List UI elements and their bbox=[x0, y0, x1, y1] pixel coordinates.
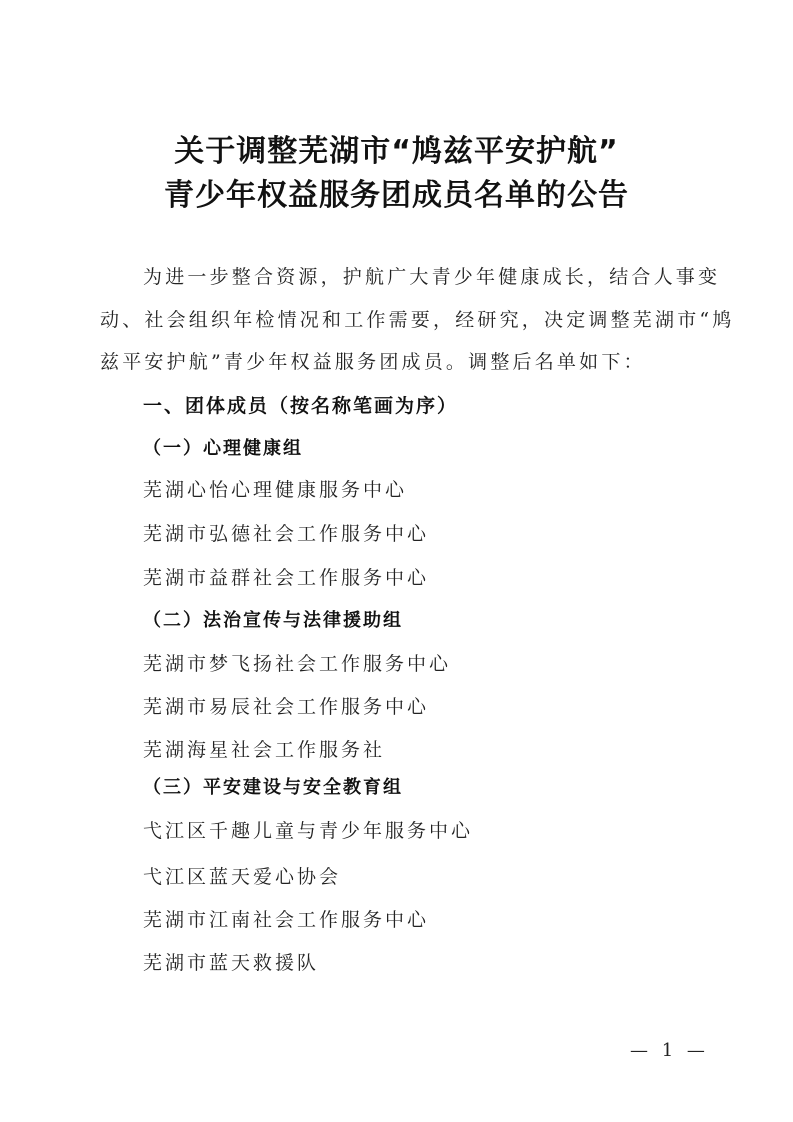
member-item: 芜湖海星社会工作服务社 bbox=[143, 739, 386, 761]
member-item: 芜湖市易辰社会工作服务中心 bbox=[143, 696, 430, 718]
intro-paragraph-line-1: 为进一步整合资源，护航广大青少年健康成长，结合人事变 bbox=[143, 266, 721, 288]
document-title-line-1: 关于调整芜湖市“鸠兹平安护航” bbox=[174, 134, 619, 169]
member-item: 弋江区千趣儿童与青少年服务中心 bbox=[143, 820, 474, 842]
member-item: 芜湖心怡心理健康服务中心 bbox=[143, 479, 408, 501]
page-number: — 1 — bbox=[630, 1040, 709, 1061]
document-title-line-2: 青少年权益服务团成员名单的公告 bbox=[164, 178, 629, 213]
group-heading-safety-education: （三）平安建设与安全教育组 bbox=[143, 777, 403, 798]
section-heading-group-members: 一、团体成员（按名称笔画为序） bbox=[143, 395, 459, 417]
member-item: 弋江区蓝天爱心协会 bbox=[143, 866, 342, 888]
member-item: 芜湖市梦飞扬社会工作服务中心 bbox=[143, 653, 452, 675]
member-item: 芜湖市蓝天救援队 bbox=[143, 952, 320, 974]
member-item: 芜湖市益群社会工作服务中心 bbox=[143, 567, 430, 589]
group-heading-legal-aid: （二）法治宣传与法律援助组 bbox=[143, 610, 403, 631]
intro-paragraph-line-2: 动、社会组织年检情况和工作需要，经研究，决定调整芜湖市“鸠 bbox=[100, 309, 735, 331]
intro-paragraph-line-3: 兹平安护航”青少年权益服务团成员。调整后名单如下： bbox=[100, 351, 646, 373]
group-heading-mental-health: （一）心理健康组 bbox=[143, 438, 303, 459]
member-item: 芜湖市江南社会工作服务中心 bbox=[143, 909, 430, 931]
member-item: 芜湖市弘德社会工作服务中心 bbox=[143, 523, 430, 545]
